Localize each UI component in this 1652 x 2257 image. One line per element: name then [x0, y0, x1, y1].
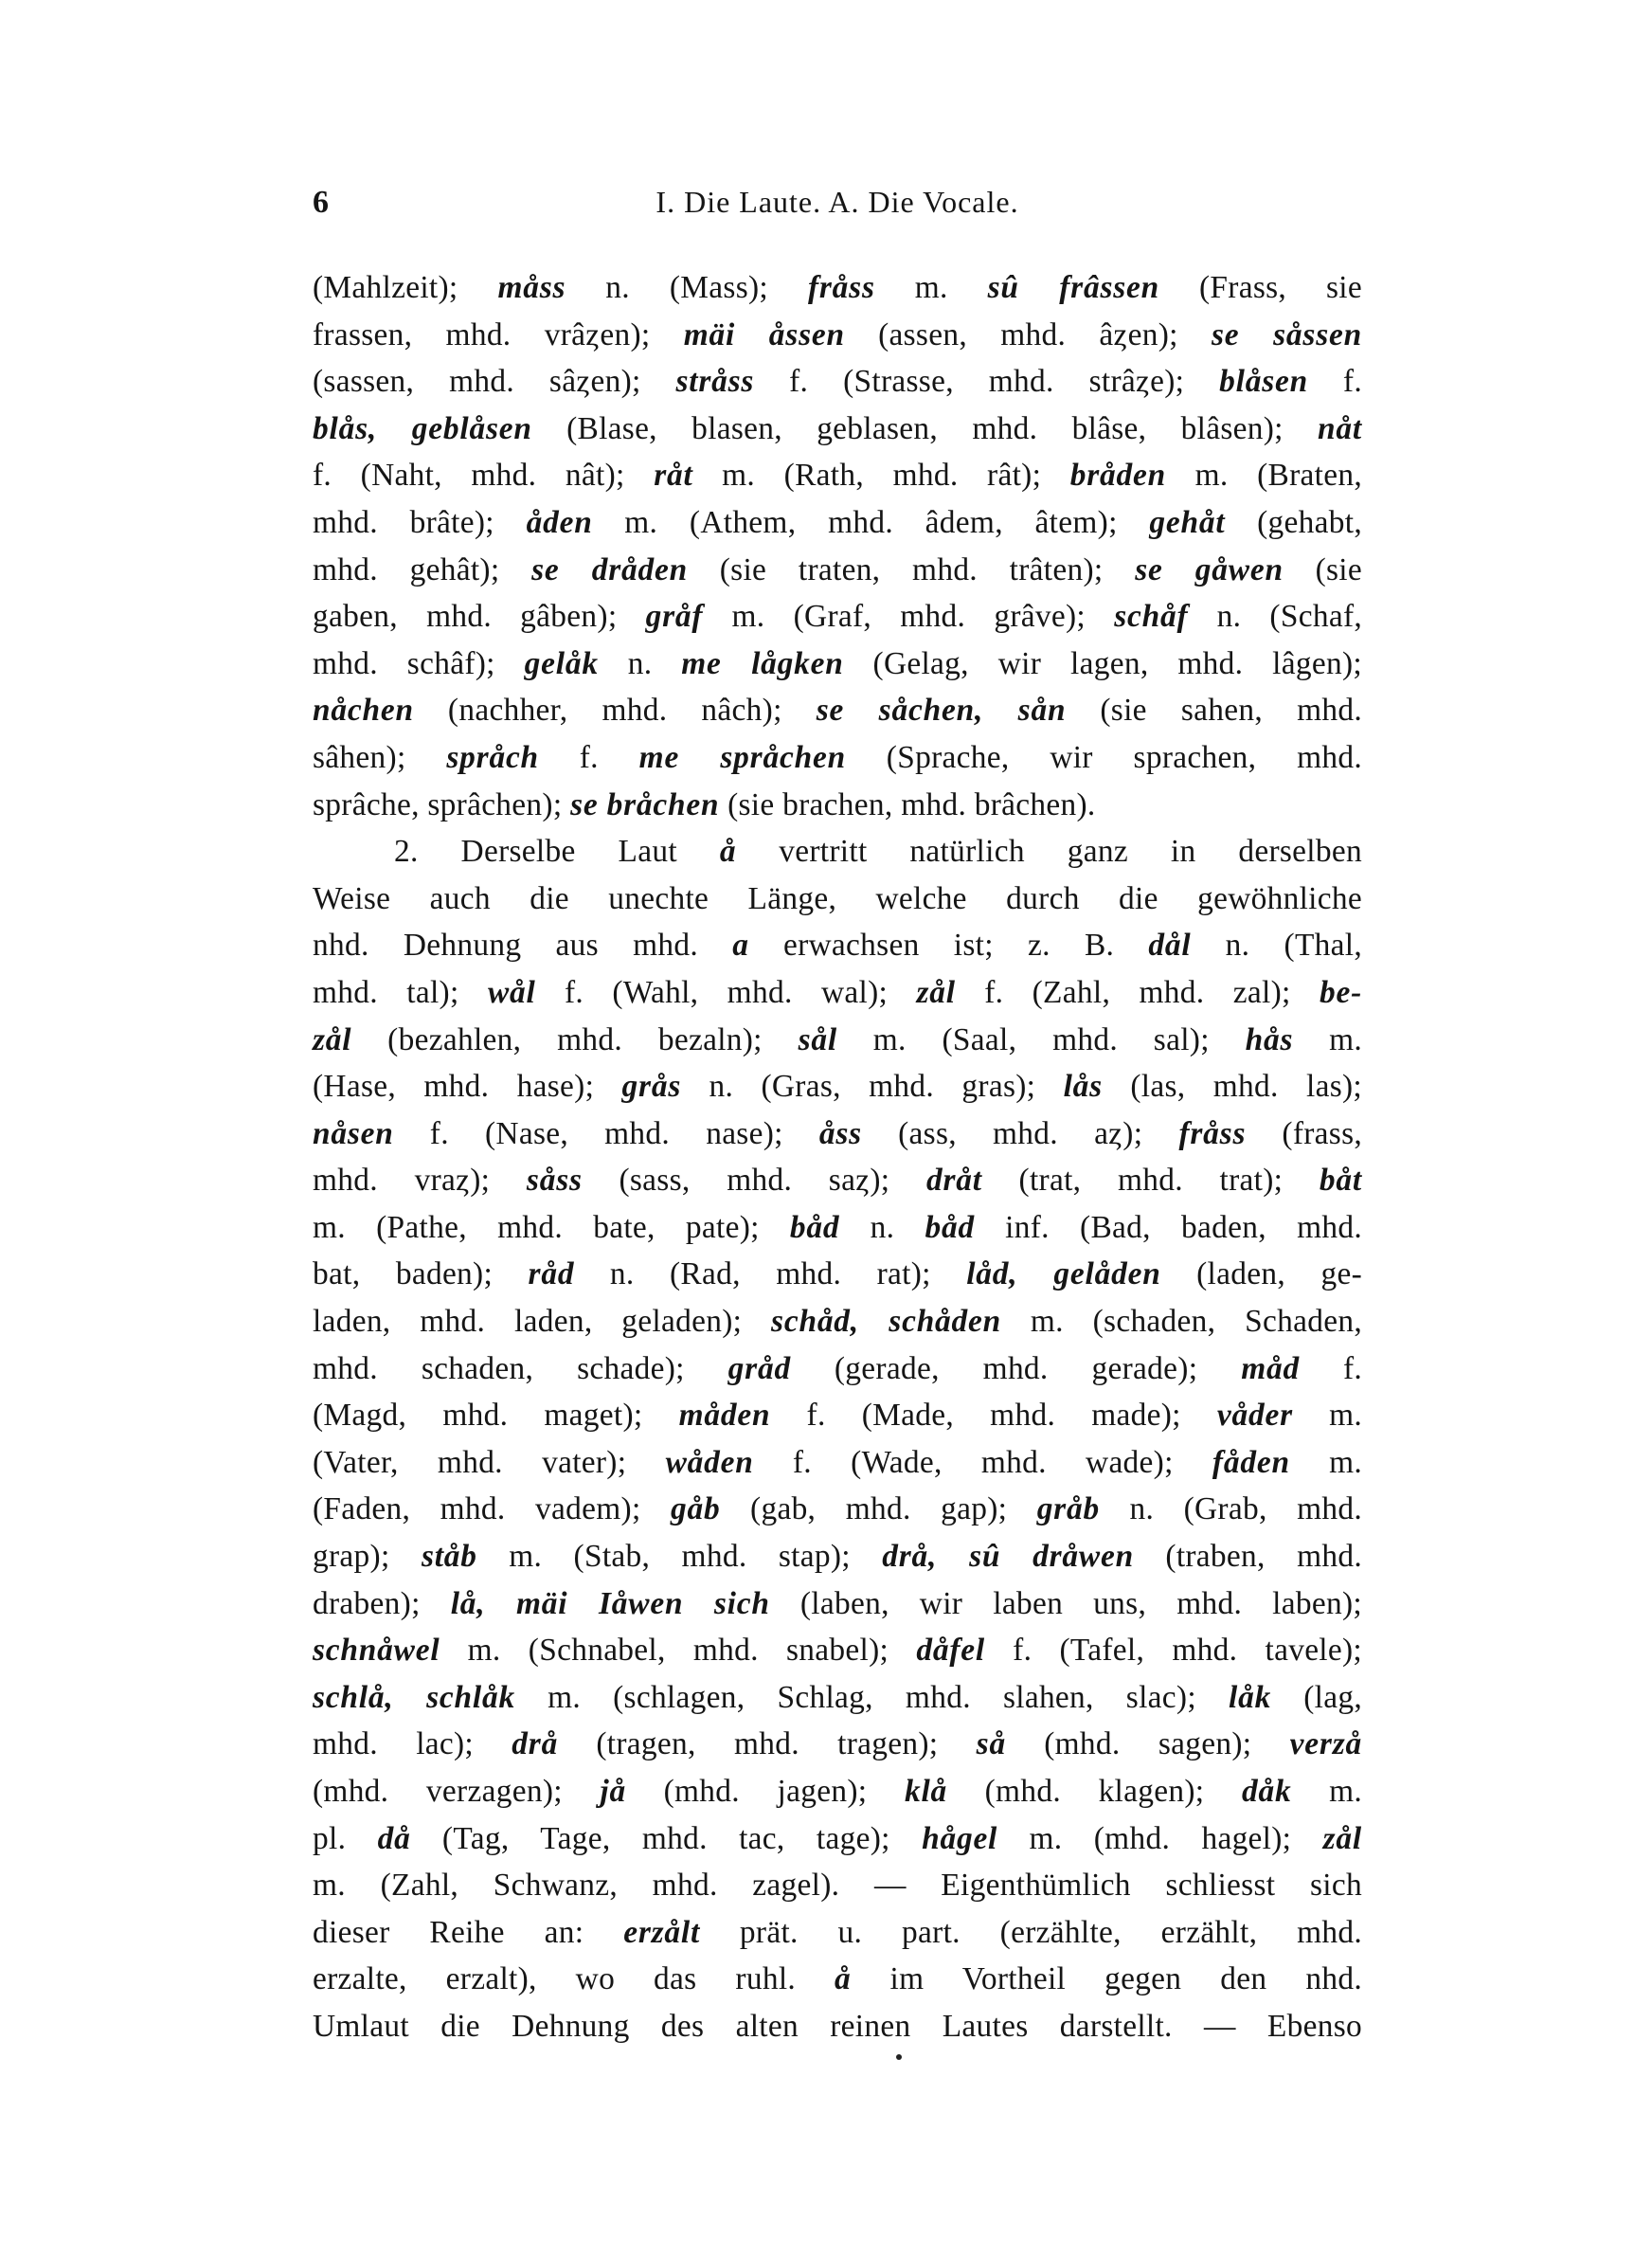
text-line — [313, 2003, 1362, 2050]
text-line — [313, 1721, 1362, 1768]
text-line — [313, 1110, 1362, 1158]
text-line — [313, 1862, 1362, 1909]
text-segment: f. (Strasse, mhd. strâȥe); — [754, 364, 1220, 400]
dialect-word: blås, geblåsen — [313, 410, 532, 446]
text-line — [313, 312, 1362, 359]
text-segment: bat, baden); — [313, 1256, 529, 1292]
text-segment: f. (Made, mhd. made); — [770, 1398, 1217, 1434]
text-line — [313, 687, 1362, 734]
text-segment: Weise auch die unechte Länge, welche durch die gewöhnliche — [313, 880, 1362, 916]
dialect-word: drå, sû dråwen — [882, 1539, 1134, 1575]
text-line — [313, 1345, 1362, 1393]
text-line — [313, 264, 1362, 312]
text-segment: f. — [538, 739, 639, 775]
text-segment: dieser Reihe an: — [313, 1914, 624, 1950]
text-segment: (Vater, mhd. vater); — [313, 1444, 666, 1480]
dialect-word: råd — [528, 1256, 575, 1292]
text-segment: (bezahlen, mhd. bezaln); — [351, 1021, 799, 1057]
text-segment: (nachher, mhd. nâch); — [413, 693, 817, 729]
text-segment: (Sprache, wir sprachen, mhd. — [845, 739, 1362, 775]
text-segment: erwachsen ist; z. B. — [748, 928, 1149, 964]
text-segment: m. — [1289, 1444, 1362, 1480]
text-segment: f. (Nase, mhd. nase); — [393, 1115, 819, 1151]
text-segment: (tragen, mhd. tragen); — [558, 1726, 977, 1762]
text-segment: n. (Schaf, — [1188, 599, 1363, 635]
dialect-word: drå — [512, 1726, 559, 1762]
dialect-word: måss — [497, 270, 566, 305]
text-segment: f. (Zahl, mhd. zal); — [955, 974, 1320, 1010]
dialect-word: båd — [789, 1209, 840, 1245]
text-segment: n. (Mass); — [566, 270, 808, 305]
dialect-word: båt — [1319, 1163, 1362, 1199]
dialect-word: blåsen — [1219, 364, 1309, 400]
text-segment: m. (schlagen, Schlag, mhd. slahen, slac); — [514, 1679, 1230, 1715]
dialect-word: verzå — [1289, 1726, 1362, 1762]
dialect-word: mäi åssen — [683, 316, 845, 352]
text-segment: (frass, — [1246, 1115, 1363, 1151]
text-segment: m. (Schnabel, mhd. snabel); — [440, 1633, 917, 1669]
dialect-word: se bråchen — [570, 786, 720, 822]
text-segment: m. — [874, 270, 988, 305]
dialect-word: zål — [916, 974, 956, 1010]
dialect-word: wåden — [665, 1444, 754, 1480]
dialect-word: sû frâssen — [987, 270, 1160, 305]
ink-speck — [896, 2054, 902, 2060]
text-line — [313, 1674, 1362, 1722]
dialect-word: zål — [313, 1021, 352, 1057]
dialect-word: be- — [1319, 974, 1362, 1010]
text-segment: mhd. gehât); — [313, 551, 532, 587]
text-segment: sprâche, sprâchen); — [313, 786, 571, 822]
running-title: I. Die Laute. A. Die Vocale. — [655, 185, 1019, 219]
text-segment: m. (mhd. hagel); — [997, 1820, 1323, 1856]
text-segment: n. (Thal, — [1191, 928, 1362, 964]
text-segment: grap); — [313, 1539, 422, 1575]
dialect-word: lå, mäi Iåwen sich — [450, 1585, 770, 1621]
dialect-word: låd, gelåden — [966, 1256, 1161, 1292]
text-segment: vertritt natürlich ganz in derselben — [736, 834, 1362, 870]
dialect-word: gelåk — [524, 645, 599, 681]
text-segment: (ass, mhd. aȥ); — [861, 1115, 1179, 1151]
text-segment: m. — [1291, 1774, 1362, 1809]
text-segment: (sie sahen, mhd. — [1066, 693, 1362, 729]
dialect-word: fråss — [807, 270, 875, 305]
text-line — [313, 1768, 1362, 1815]
text-line — [313, 1204, 1362, 1252]
dialect-word: hågel — [922, 1820, 998, 1856]
dialect-word: gråf — [645, 599, 704, 635]
text-line — [313, 1439, 1362, 1487]
text-segment: f. — [1308, 364, 1362, 400]
text-segment: (Faden, mhd. vadem); — [313, 1491, 672, 1527]
text-line — [313, 782, 1362, 829]
dialect-word: låk — [1229, 1679, 1272, 1715]
text-line — [313, 876, 1362, 923]
dialect-word: schåf — [1114, 599, 1189, 635]
text-segment: f. (Tafel, mhd. tavele); — [984, 1633, 1363, 1669]
dialect-word: gråb — [1036, 1491, 1100, 1527]
text-segment: (Hase, mhd. hase); — [313, 1069, 622, 1105]
text-segment: m. (Zahl, Schwanz, mhd. zagel). — Eigenthümlich schliesst sich — [313, 1868, 1362, 1904]
text-line — [313, 1157, 1362, 1204]
text-segment: (mhd. sagen); — [1005, 1726, 1290, 1762]
dialect-word: dråt — [926, 1163, 982, 1199]
dialect-word: jå — [600, 1774, 626, 1809]
text-segment: 2. Derselbe Laut — [394, 834, 720, 870]
text-segment: f. — [1300, 1350, 1363, 1386]
text-line — [313, 1815, 1362, 1863]
dialect-word: me språchen — [638, 739, 846, 775]
dialect-word: dåk — [1241, 1774, 1292, 1809]
text-segment: erzalte, erzalt), wo das ruhl. — [313, 1961, 835, 1997]
dialect-word: se dråden — [531, 551, 689, 587]
text-segment: m. (Rath, mhd. rât); — [692, 458, 1070, 494]
dialect-word: schnåwel — [313, 1633, 440, 1669]
text-line — [313, 1298, 1362, 1345]
text-line — [313, 1533, 1362, 1580]
text-line — [313, 641, 1362, 688]
text-segment: nhd. Dehnung aus mhd. — [313, 928, 733, 964]
text-segment: (gehabt, — [1225, 504, 1363, 540]
dialect-word: såss — [526, 1163, 583, 1199]
dialect-word: nåchen — [313, 693, 414, 729]
dialect-word: stråss — [675, 364, 755, 400]
dialect-word: gåb — [671, 1491, 721, 1527]
dialect-word: språch — [446, 739, 539, 775]
dialect-word: wål — [487, 974, 536, 1010]
text-segment: (sass, mhd. saȥ); — [582, 1163, 926, 1199]
text-line — [313, 969, 1362, 1017]
text-segment: (mhd. klagen); — [947, 1774, 1242, 1809]
dialect-word: ståb — [421, 1539, 477, 1575]
text-segment: (laben, wir laben uns, mhd. laben); — [769, 1585, 1362, 1621]
text-line — [313, 358, 1362, 406]
dialect-word: bråden — [1069, 458, 1167, 494]
body-text — [313, 264, 1362, 2050]
dialect-word: å — [835, 1961, 852, 1997]
dialect-word: måd — [1241, 1350, 1300, 1386]
text-segment: (assen, mhd. âȥen); — [844, 316, 1212, 352]
dialect-word: lås — [1063, 1069, 1103, 1105]
text-line — [313, 1251, 1362, 1298]
text-segment: inf. (Bad, baden, mhd. — [974, 1209, 1362, 1245]
text-segment: frassen, mhd. vrâȥen); — [313, 316, 684, 352]
text-segment: m. (Stab, mhd. stap); — [476, 1539, 883, 1575]
text-line — [313, 499, 1362, 547]
dialect-word: dål — [1148, 928, 1192, 964]
dialect-word: hås — [1245, 1021, 1294, 1057]
dialect-word: se gåwen — [1135, 551, 1284, 587]
text-segment: (mhd. verzagen); — [313, 1774, 601, 1809]
text-segment: n. — [598, 645, 682, 681]
text-segment: draben); — [313, 1585, 451, 1621]
dialect-word: erzålt — [623, 1914, 701, 1950]
dialect-word: me lågken — [681, 645, 844, 681]
text-segment: (Frass, sie — [1159, 270, 1363, 305]
text-segment: im Vortheil gegen den nhd. — [851, 1961, 1362, 1997]
text-segment: prät. u. part. (erzählte, erzählt, mhd. — [700, 1914, 1363, 1950]
dialect-word: klå — [904, 1774, 948, 1809]
dialect-word: grås — [621, 1069, 682, 1105]
text-segment: Umlaut die Dehnung des alten reinen Lautes darstellt. — Ebenso — [313, 2008, 1362, 2044]
text-segment: n. (Rad, mhd. rat); — [574, 1256, 967, 1292]
text-segment: mhd. lac); — [313, 1726, 512, 1762]
text-segment: (sassen, mhd. sâȥen); — [313, 364, 676, 400]
dialect-word: åden — [526, 504, 593, 540]
text-line — [313, 1486, 1362, 1533]
text-segment: mhd. vraȥ); — [313, 1163, 527, 1199]
dialect-word: gehåt — [1149, 504, 1226, 540]
text-segment: f. (Naht, mhd. nât); — [313, 458, 655, 494]
text-segment: (sie brachen, mhd. brâchen). — [719, 786, 1096, 822]
text-segment: n. (Gras, mhd. gras); — [681, 1069, 1064, 1105]
text-segment: m. (Pathe, mhd. bate, pate); — [313, 1209, 790, 1245]
text-line — [313, 1580, 1362, 1628]
text-segment: m. — [1292, 1398, 1362, 1434]
text-line — [313, 1627, 1362, 1674]
text-line — [313, 1017, 1362, 1064]
text-segment: m. (Athem, mhd. âdem, âtem); — [592, 504, 1150, 540]
text-line — [313, 1063, 1362, 1110]
dialect-word: se såssen — [1211, 316, 1362, 352]
text-segment: (mhd. jagen); — [626, 1774, 905, 1809]
text-line — [313, 452, 1362, 499]
text-line — [313, 406, 1362, 453]
dialect-word: så — [976, 1726, 1006, 1762]
text-segment: mhd. schâf); — [313, 645, 525, 681]
text-segment: (Blase, blasen, geblasen, mhd. blâse, blâsen); — [531, 410, 1319, 446]
dialect-word: nåt — [1318, 410, 1362, 446]
dialect-word: fråss — [1178, 1115, 1247, 1151]
text-segment: (sie — [1283, 551, 1362, 587]
text-segment: (gab, mhd. gap); — [720, 1491, 1037, 1527]
text-line — [313, 547, 1362, 594]
text-segment: gaben, mhd. gâben); — [313, 599, 646, 635]
dialect-word: schåd, schåden — [771, 1304, 1002, 1340]
text-segment: (Gelag, wir lagen, mhd. lâgen); — [843, 645, 1362, 681]
text-segment: f. (Wade, mhd. wade); — [753, 1444, 1212, 1480]
text-line — [313, 1956, 1362, 2003]
text-line — [313, 1909, 1362, 1957]
text-segment: laden, mhd. laden, geladen); — [313, 1304, 772, 1340]
dialect-word: zål — [1322, 1820, 1362, 1856]
text-line — [313, 1392, 1362, 1439]
dialect-word: nåsen — [313, 1115, 394, 1151]
dialect-word: då — [377, 1820, 411, 1856]
dialect-word: råt — [654, 458, 693, 494]
dialect-word: måden — [678, 1398, 771, 1434]
text-line — [313, 593, 1362, 641]
text-segment: n. (Grab, mhd. — [1099, 1491, 1362, 1527]
text-line — [313, 828, 1362, 876]
text-segment: mhd. tal); — [313, 974, 488, 1010]
dialect-word: dåfel — [916, 1633, 985, 1669]
dialect-word: se såchen, sån — [816, 693, 1067, 729]
page-number: 6 — [313, 185, 330, 220]
text-segment: m. (Saal, mhd. sal); — [836, 1021, 1246, 1057]
dialect-word: å — [719, 834, 737, 870]
dialect-word: båd — [925, 1209, 975, 1245]
page-header — [313, 185, 1362, 230]
text-segment: (traben, mhd. — [1134, 1539, 1362, 1575]
text-segment: f. (Wahl, mhd. wal); — [535, 974, 917, 1010]
text-segment: n. — [839, 1209, 925, 1245]
text-line — [313, 734, 1362, 782]
dialect-word: fåden — [1212, 1444, 1290, 1480]
text-line — [313, 922, 1362, 969]
dialect-word: gråd — [727, 1350, 791, 1386]
text-segment: mhd. schaden, schade); — [313, 1350, 728, 1386]
text-segment: sâhen); — [313, 739, 447, 775]
text-segment: pl. — [313, 1820, 378, 1856]
text-segment: m. (schaden, Schaden, — [1001, 1304, 1362, 1340]
text-segment: mhd. brâte); — [313, 504, 527, 540]
text-segment: m. (Graf, mhd. grâve); — [703, 599, 1115, 635]
dialect-word: åss — [818, 1115, 862, 1151]
text-segment: (Tag, Tage, mhd. tac, tage); — [410, 1820, 923, 1856]
text-segment: (lag, — [1271, 1679, 1362, 1715]
dialect-word: schlå, schlåk — [313, 1679, 515, 1715]
book-page — [313, 185, 1362, 2050]
dialect-word: sål — [798, 1021, 837, 1057]
dialect-word: a — [732, 928, 749, 964]
text-segment: (las, mhd. las); — [1102, 1069, 1362, 1105]
text-segment: (sie traten, mhd. trâten); — [688, 551, 1136, 587]
text-segment: (laden, ge- — [1160, 1256, 1362, 1292]
text-segment: (gerade, mhd. gerade); — [790, 1350, 1242, 1386]
text-segment: (trat, mhd. trat); — [981, 1163, 1320, 1199]
dialect-word: våder — [1216, 1398, 1293, 1434]
text-segment: m. — [1293, 1021, 1362, 1057]
text-segment: (Mahlzeit); — [313, 270, 498, 305]
text-segment: m. (Braten, — [1166, 458, 1363, 494]
text-segment: (Magd, mhd. maget); — [313, 1398, 679, 1434]
